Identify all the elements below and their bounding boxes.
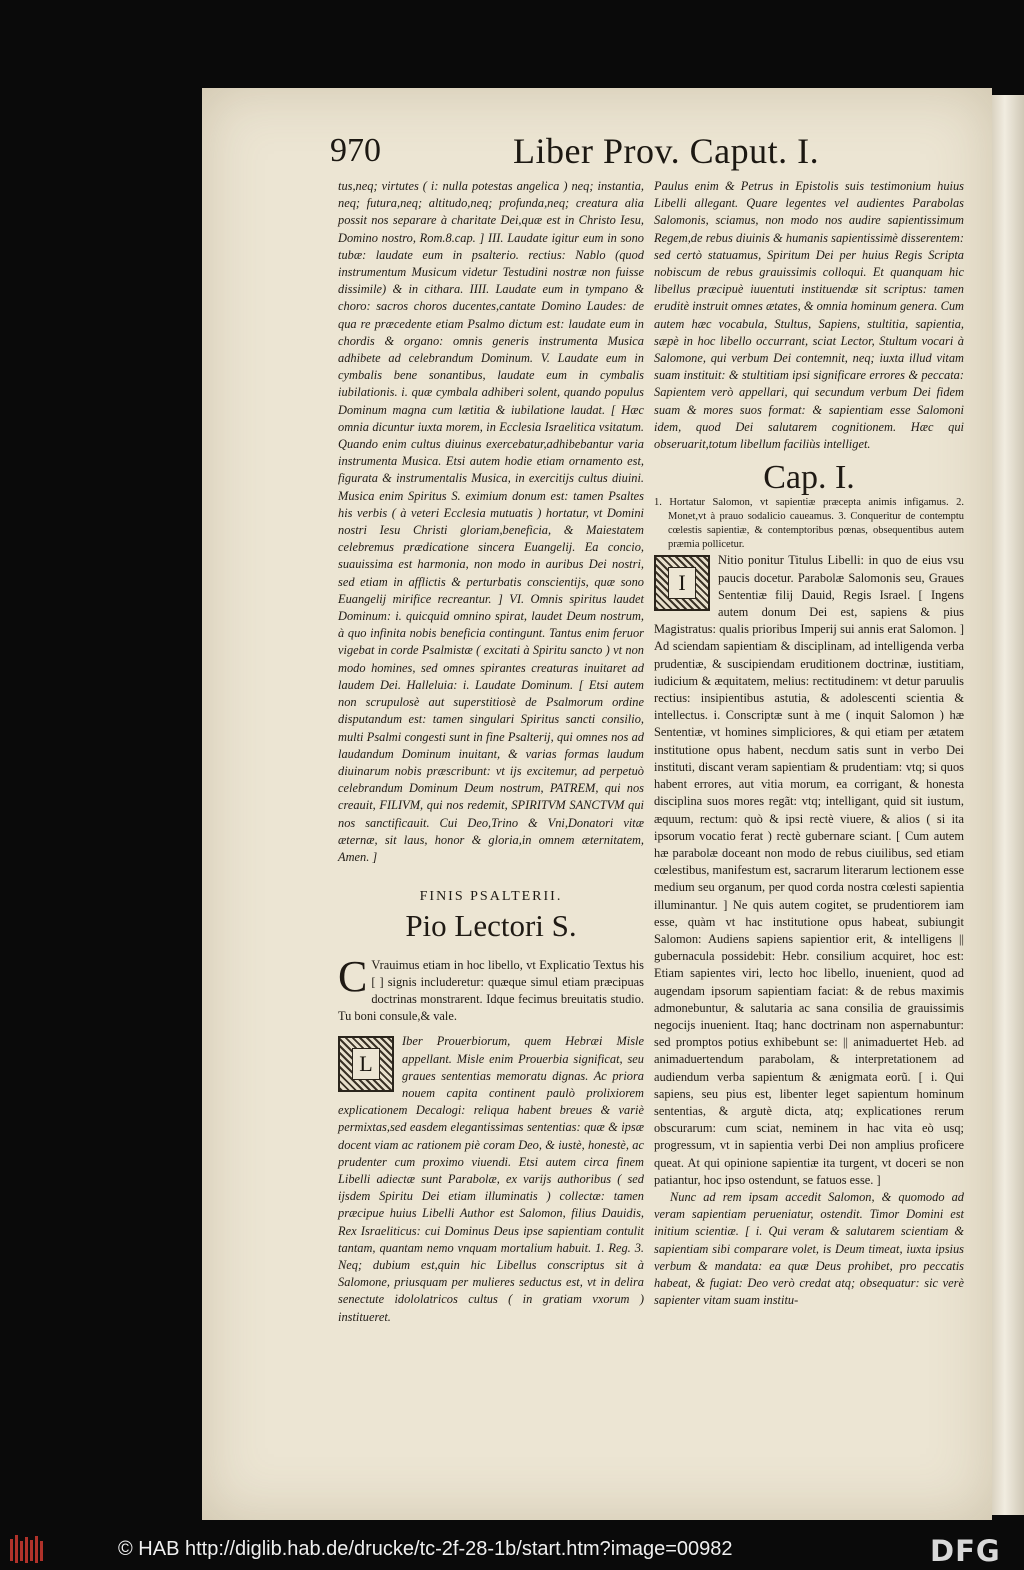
running-title: Liber Prov. Caput. I. [513, 131, 820, 171]
liber-paragraph [338, 1033, 644, 1325]
initio-text: Nitio ponitur Titulus Libelli: in quo de eius vsu paucis docetur. Parabolæ Salomonis seu, Graues Sententiæ filij Dauid, Regis Israel. [ Ingens autem donum Dei est, sapiens & pius Magistratus: qualis prioribus Imperij sui annis erat Salomon. ] Ad sciendam sapientiam & disciplinam, ad intelligenda verba prudentiæ, & suscipiendam eruditionem doctrinæ, iustitiam, iudicium & æquitatem, melius: rectitudinem: vt detur paruulis rectius: insipientibus astutia, & adolescenti scientia & intellectus. i. Conscriptæ sunt à me ( inquit Salomon ) hæ Sententiæ, vt homines simpliciores, & qui etiam per ætatem institutione opus habent, necdum satis sunt in verbo Dei instituti, discant veram sapientiam & prudentiam: vtq; si quos habent errores, aut vitia morum, ea corrigant, & honesta disciplina suos mores regãt: vtq; intelligant, quid sit iustum, æquum, rectum: quò & ipsi rectè viuere, & alios ( si ita ipsorum vocatio ferat ) rectè gubernare sciant. [ Cum autem hæ parabolæ doceant non modo de rebus ciuilibus, sed etiam cœlestibus, manifestum est, sacrarum literarum lectionem esse medium seu organum, per quod corda nostra cœlesti sapientia illuminantur. ] Ne quis autem cogitet, se prudentiorem iam esse, quàm vt hac institutione opus habeat, subiungit Salomon: Audiens sapiens sapientior erit, & intelligens || gubernacula possidebit: Hebr. consilium acquiret, hoc est: Etiam sapientes viri, lecto hoc libello, inuenient, quod ad augendam ipsorum sapientiam faciat: & de rebus maximis admonebuntur, & salutaria ac sana consilia de grauissimis negocijs inuenient. Itaq; hanc doctrinam non aspernabuntur: sed promptos potius exhibebunt se: || animaduertet Heb. ad animaduertendum parabolam, & interpretationem ad audiendum verba sapientum & ænigmata eorũ. [ i. Qui sapiens, seu pius est, libenter leget sapientum hominum sententias, & argutè dicta, atq; explicationes rerum obscurarum: cum sciat, neminem in hac vita eò usq; progressum, vt in sapientia verbi Dei non amplius proficere queat. At qui opinione sapientiæ ita turgent, vt doceri se non patiantur, hoc ipso ostendunt, se fatuos esse. ] [654, 553, 964, 1187]
dfg-logo: DFG [930, 1534, 1001, 1568]
next-page-edge [992, 95, 1024, 1515]
right-paragraph-3: Nunc ad rem ipsam accedit Salomon, & quomodo ad veram sapientiam perueniatur, ostendit. Timor Domini est initium scientiæ. [ i. Qui veram & salutarem scientiam & sapientiam sibi comparare volet, is Deum timeat, iuxta ipsius verbum & mandata: ea quæ Deus prohibet, pro peccatis habeat, & fugiat: Deo verò credat atq; obsequatur: sic verè sapienter vitam suam institu- [654, 1189, 964, 1308]
copyright-url-link[interactable]: © HAB http://diglib.hab.de/drucke/tc-2f-28-1b/start.htm?image=00982 [118, 1538, 733, 1560]
right-paragraph-1: Paulus enim & Petrus in Epistolis suis testimonium huius Libelli allegant. Quare legentes vel audientes Parabolas Salomonis, sciamus, non modo nos audire sapientissimum Regem,de rebus diuinis & humanis sapientissimè disserentem: sed certò statuamus, Spiritum Dei per huius Regis Scripta nobiscum de rebus grauissimis colloqui. Et quanquam hic libellus præcipuè iuuentuti instituendæ sit scriptus: tamen eruditè instruit omnes ætates, & omnia hominum genera. Cum autem hæc vocabula, Stultus, Sapiens, stultitia, sapientia, sæpè in hoc libello occurrant, sciat Lector, Stultum vocari à Salomone, qui verbum Dei contemnit, neq; iuxta illud vitam suam instituit: & stultitiam ipsi significare errores & peccata: Sapientem verò appellari, qui secundum verbum Dei fidem suam & mores suos format: & sapientiam esse Salomoni idem, quod Dei salutarem cognitionem. Hæc qui obseruarit,totum libellum faciliùs intelliget. [654, 179, 964, 452]
right-column [654, 178, 964, 1309]
curauimus-text: Vrauimus etiam in hoc libello, vt Explicatio Textus his [ ] signis includeretur: quæque simul etiam præcipuas doctrinas monstrarent. Idque fecimus breuitatis studio. Tu boni consule,& vale. [338, 957, 644, 1024]
curauimus-paragraph [338, 951, 644, 1026]
chapter-summary: 1. Hortatur Salomon, vt sapientiæ præcepta animis infigamus. 2. Monet,vt à prauo sodalicio caueamus. 3. Conqueritur de contemptu cœlestis sapientiæ, & contemptoribus pœnas, obsequentibus autem præmia pollicetur. [654, 497, 964, 551]
initial-letter-i: I [668, 567, 696, 599]
left-column [338, 178, 644, 1326]
pio-lectori-heading: Pio Lectori S. [405, 908, 577, 944]
initial-letter-l: L [352, 1048, 380, 1080]
initio-paragraph [654, 552, 964, 1189]
chapter-heading: Cap. I. [763, 459, 855, 497]
left-paragraph-1: tus,neq; virtutes ( i: nulla potestas angelica ) neq; instantia, neq; futura,neq; altitudo,neq; profunda,neq; creatura alia possit nos separare à charitate Dei,quæ est in Christo Iesu, Domino nostro, Rom.8.cap. ] III. Laudate igitur eum in sono tubæ: laudate eum in psalterio. rectius: Nablo (quod instrumentum Musicum videtur Testudini nostræ non fuisse dissimile) & in cithara. IIII. Laudate eum in tympano & choro: sacros choros ducentes,cantate Domino Laudes: de qua re præcedente etiam Psalmo dictum est: laudate eum in chordis & organo: omnis generis instrumenta Musica adhibete ad celebrandum Dominum. V. Laudate eum in cymbalis bene sonantibus, laudate eum in cymbalis iubilationis. i. quæ cymbala adhiberi solent, quando populus Dominum magna cum lætitia & iubilatione laudat. [ Hæc omnia dicuntur iuxta morem, in Ecclesia Israelitica vsitatum. Quando enim cultus diuinus exercebatur,adhibebantur varia instrumenta Musica. Etsi autem hodie etiam ornamento est, figurata & instrumentalis Musica, in exercitijs cultus diuini. Musica enim Spiritus S. eximium donum est: tamen Psaltes his verbis ( à veteri Ecclesia mutuatis ) hortatur, vt Domini nostri Iesu Christi gloriam,beneficia, & Maiestatem celebremus prædicatione sincera Euangelij. Ea concio, suauissima est harmonia, non modo in auribus Dei nostri, sed etiam in afflictis & perturbatis conscientijs, quæ sono Euangelij mirifice recreantur. ] VI. Omnis spiritus laudet Dominum: i. quicquid omnino spirat, laudet Deum nostrum, à quo infinita nobis beneficia contingunt. Tantus enim feruor vigebat in corde Psalmistæ ( excitati à Spiritu sancto ) vt non modo homines, sed omnes spirantes creaturas inuitaret ad laudem Dei. Halleluia: i. Laudate Dominum. [ Etsi autem non scrupulosè aut superstitiosè de Psalmorum ordine disputandum est: tamen singulari Spiritus sancti consilio, multi Psalmi congesti sunt in fine Psalterij, qui omnes nos ad laudandum Dominum inuitant, & varias formas laudum diuinarum nobis præscribunt: vt ijs excitemur, ad perpetuò celebrandum Dominum Deum nostrum, PATREM, qui nos creauit, FILIVM, qui nos redemit, SPIRITVM SANCTVM qui nos sanctificauit. Cui Deo,Trino & Vni,Donatori vitæ æternæ, sit laus, honor & gloria,in omnem æternitatem, Amen. ] [338, 179, 644, 864]
footer-bar [0, 1528, 1024, 1570]
finis-psalterii-heading: FINIS PSALTERII. [419, 889, 563, 905]
page-header [330, 130, 970, 180]
liber-text: Iber Prouerbiorum, quem Hebræi Misle appellant. Misle enim Prouerbia significat, seu graues sententias memoratu dignas. Ac priora nouem capita continent paulò prolixiorem explicationem Decalogi: reliqua habent breues & variè permixtas,sed easdem elegantissimas sententias: quæ & ipsæ docent viam ac rationem piè coram Deo, & iustè, honestè, ac prudenter cum proximo viuendi. Etsi autem circa finem Libelli adiectæ sunt Parabolæ, ex varijs authoribus ( sed ijsdem Spiritu Dei etiam illuminatis ) collectæ: tamen præcipue huius Libelli Author est Salomon, filius Dauidis, Rex Israeliticus: cui Dominus Deus ipse sapientiam contulit tantam, quantam nemo vnquam mortalium habuit. 1. Reg. 3. Neq; dubium est,quin hic Libellus conscriptus sit à Salomone, priusquam per mulieres seductus est, vt in delira senectute idololatricos cultus ( in gratiam vxorum ) institueret. [338, 1034, 644, 1324]
hab-logo-icon [10, 1535, 46, 1563]
ornamental-initial-i [654, 555, 710, 611]
ornamental-initial-l [338, 1036, 394, 1092]
initial-letter-c: C [338, 951, 368, 1001]
page-number: 970 [330, 132, 381, 169]
